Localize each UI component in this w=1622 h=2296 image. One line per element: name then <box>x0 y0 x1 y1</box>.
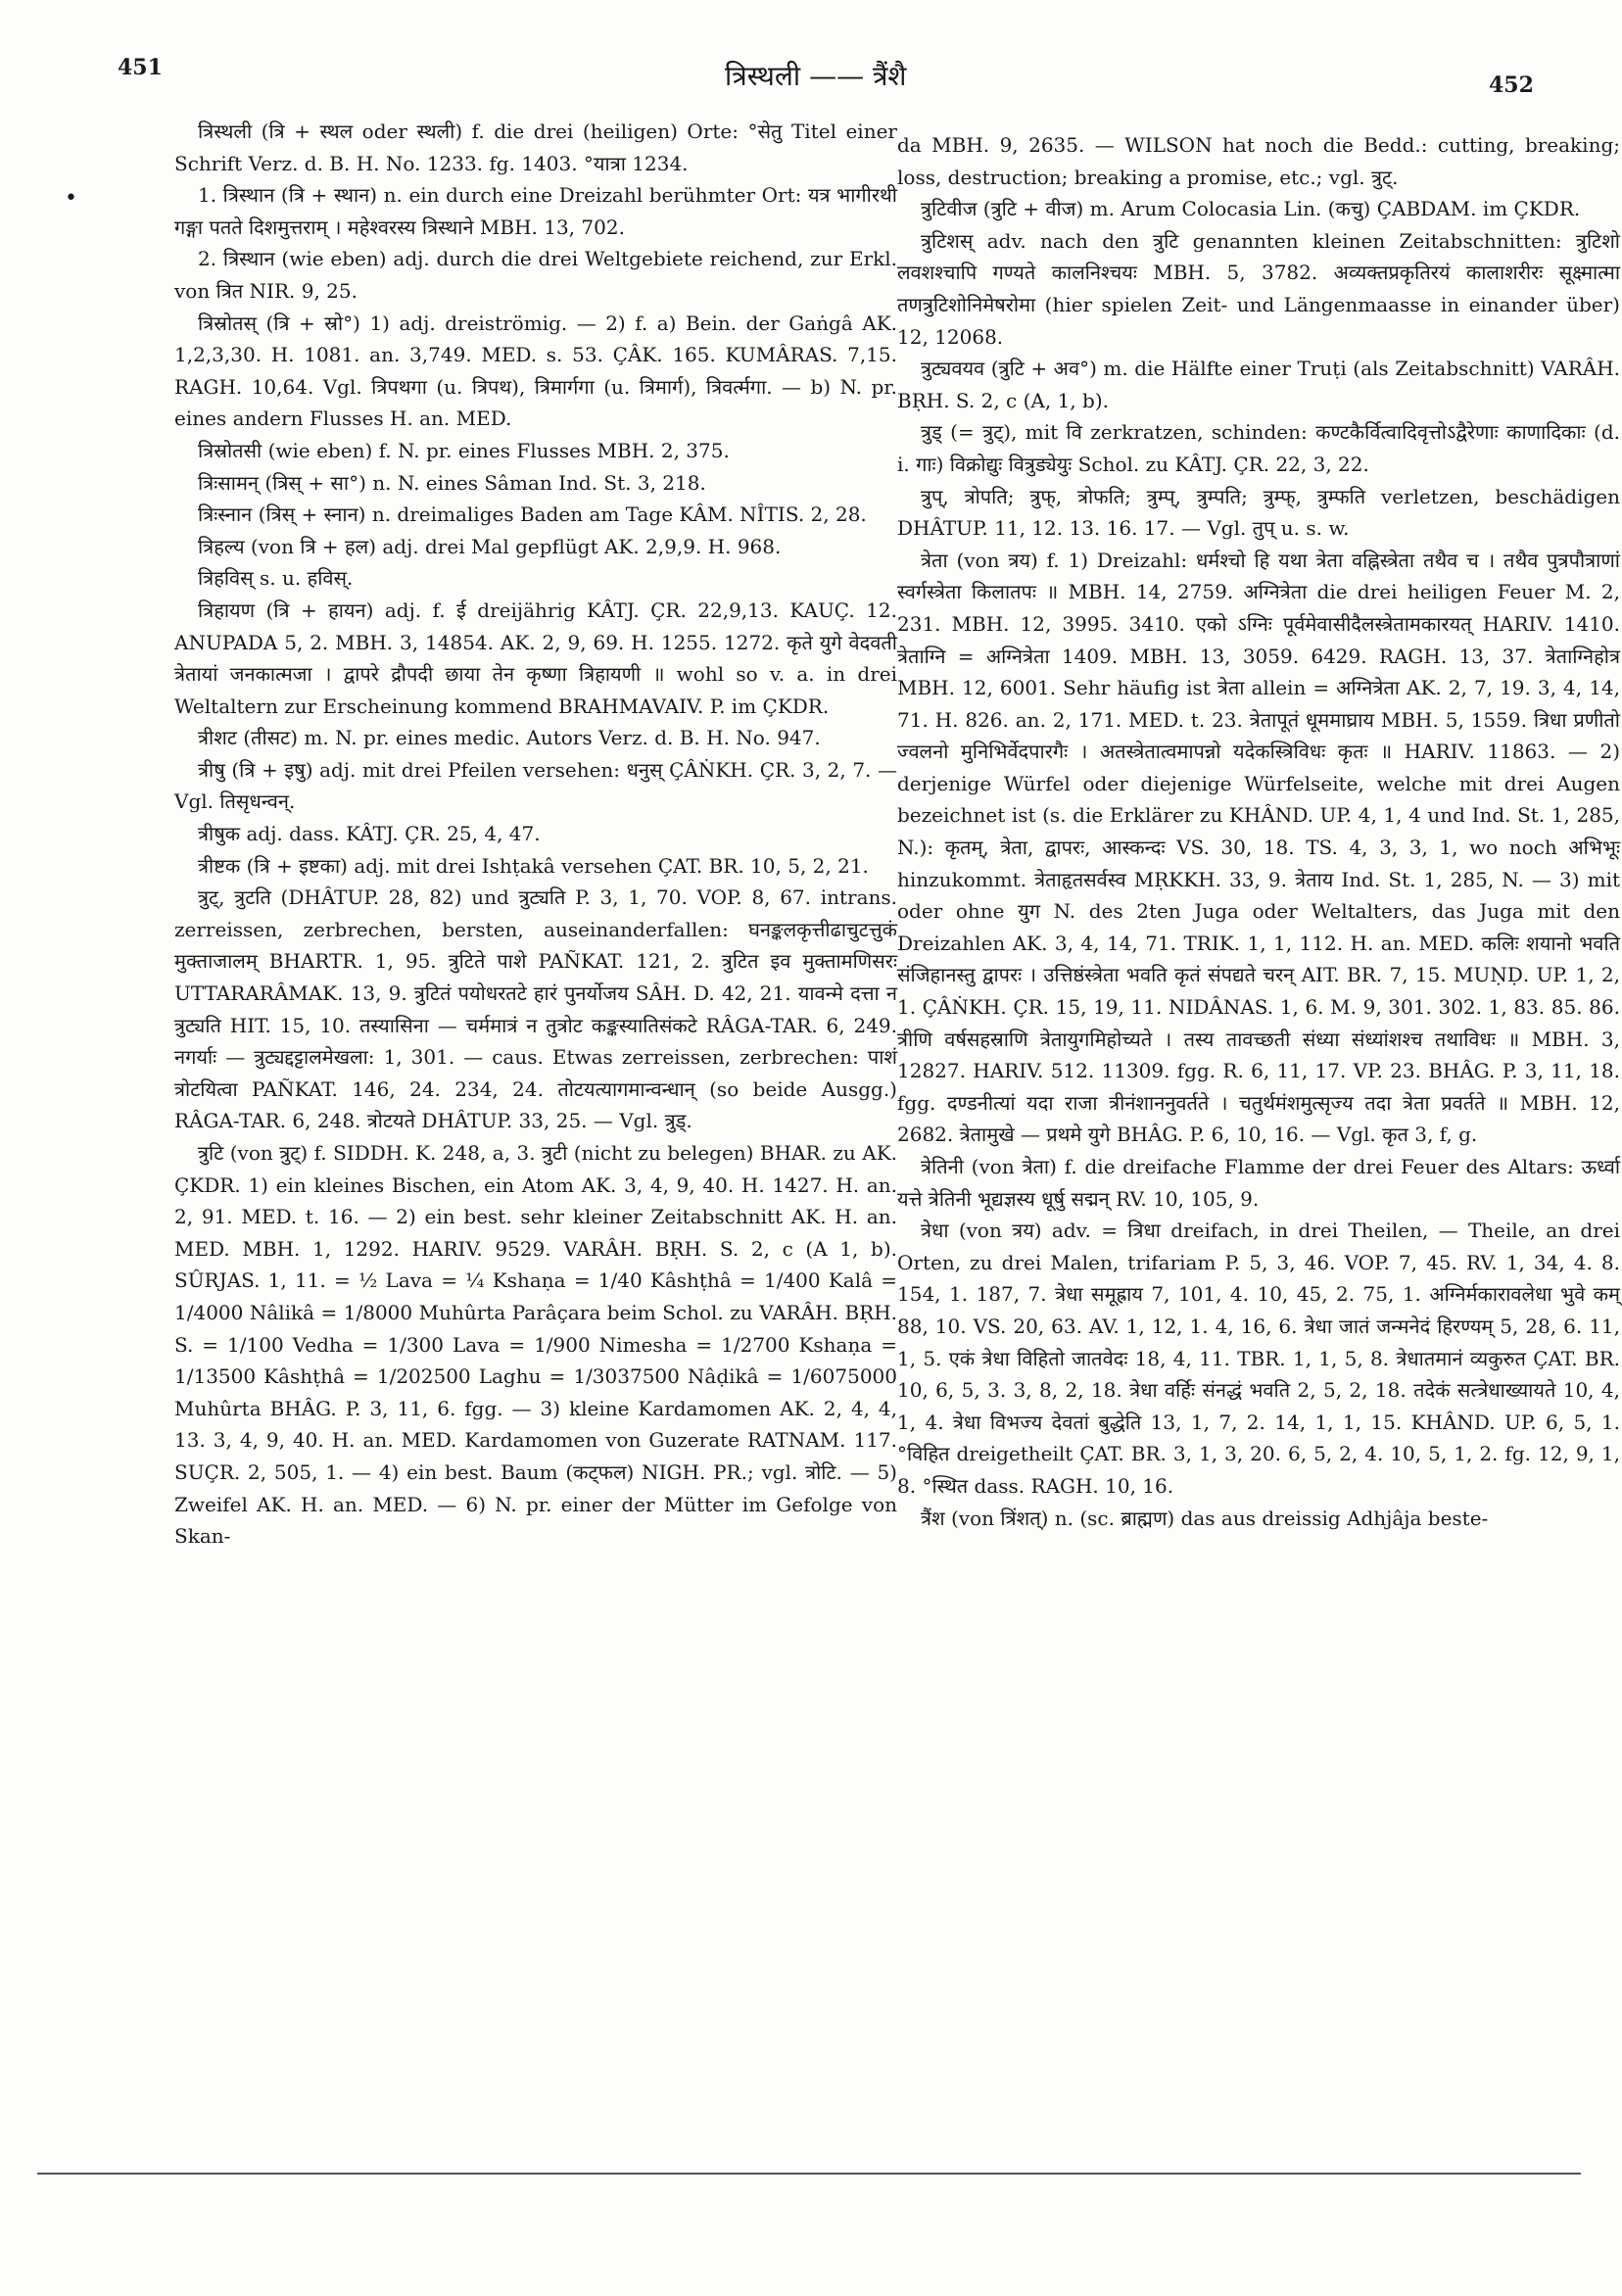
running-header: त्रिस्थली —— त्रैंशै <box>725 60 907 92</box>
margin-dot: • <box>65 186 77 211</box>
entry-trihsaman: त्रिःसामन् (त्रिस् + सा°) n. N. eines Sâman Ind. St. 3, 218. <box>198 470 706 495</box>
left-column <box>174 116 897 1553</box>
entry-trud: त्रुड् (= त्रुट्), mit वि zerkratzen, schinden: कण्टकैर्वित्वादिवृत्तोऽद्वैरेणाः काणादिकाः (d. i. गाः) विक्रोद्युः वित्रुड्येयुः Schol. zu KÂTJ. ÇR. 22, 3, 22. <box>897 420 1620 476</box>
entry-trihalya: त्रिहल्य (von त्रि + हल) adj. drei Mal gepflügt AK. 2,9,9. H. 968. <box>198 534 782 558</box>
entry-trihsnana: त्रिःस्नान (त्रिस् + स्नान) n. dreimaliges Baden am Tage KÂM. NÎTIS. 2, 28. <box>198 502 867 527</box>
entry-trishuka: त्रीषुक adj. dass. KÂTJ. ÇR. 25, 4, 47. <box>198 822 541 846</box>
page-number-left: 451 <box>118 55 163 80</box>
entry-tristhana-1: 1. त्रिस्थान (त्रि + स्थान) n. ein durch eine Dreizahl berühmter Ort: यत्र भागीरथी गङ्गा पतते दिशमुत्तराम् । महेश्वरस्य त्रिस्थाने MBH. 13, 702. <box>174 183 897 239</box>
entry-truti: त्रुटि (von त्रुट्) f. SIDDH. K. 248, a, 3. त्रुटी (nicht zu belegen) BHAR. zu AK. ÇKDR. 1) ein kleines Bischen, ein Atom AK. 3, 4, 9, 40. H. 1427. H. an. 2, 91. MED. t. 16. — 2) ein best. sehr kleiner Zeitabschnitt AK. H. an. MED. MBH. 1, 1292. HARIV. 9529. VARÂH. BṚH. S. 2, c (A 1, b). SÛRJAS. 1, 11. = ½ Lava = ¼ Kshaṇa = 1/40 Kâshṭhâ = 1/400 Kalâ = 1/4000 Nâlikâ = 1/8000 Muhûrta Parâçara beim Schol. zu VARÂH. BṚH. S. = 1/100 Vedha = 1/300 Lava = 1/900 Nimesha = 1/2700 Kshaṇa = 1/13500 Kâshṭhâ = 1/202500 Laghu = 1/3037500 Nâḍikâ = 1/6075000 Muhûrta BHÂG. P. 3, 11, 6. fgg. — 3) kleine Kardamomen AK. 2, 4, 4, 13. 3, 4, 9, 40. H. an. MED. Kardamomen von Guzerate RATNAM. 117. SUÇR. 2, 505, 1. — 4) ein best. Baum (कट्फल) NIGH. PR.; vgl. त्रोटि. — 5) Zweifel AK. H. an. MED. — 6) N. pr. einer der Mütter im Gefolge von Skan- <box>174 1141 897 1549</box>
entry-truti-continued: da MBH. 9, 2635. — WILSON hat noch die Bedd.: cutting, breaking; loss, destruction; breaking a promise, etc.; vgl. त्रुट्. <box>897 133 1620 189</box>
entry-trutyavayava: त्रुट्यवयव (त्रुटि + अव°) m. die Hälfte einer Truṭi (als Zeitabschnitt) VARÂH. BṚH. S. 2, c (A, 1, b). <box>897 357 1620 412</box>
entry-trup: त्रुप्, त्रोपति; त्रुफ्, त्रोफति; त्रुम्प्, त्रुम्पति; त्रुम्फ्, त्रुम्फति verletzen, beschädigen DHÂTUP. 11, 12. 13. 16. 17. — Vgl. तुप् u. s. w. <box>897 484 1620 541</box>
entry-trisata: त्रीशट (तीसट) m. N. pr. eines medic. Autors Verz. d. B. H. No. 947. <box>198 726 821 750</box>
entry-trishu: त्रीषु (त्रि + इषु) adj. mit drei Pfeilen versehen: धनुस् ÇÂṄKH. ÇR. 3, 2, 7. — Vgl. तिसृधन्वन्. <box>174 757 897 814</box>
right-column <box>897 129 1620 1534</box>
entry-trutivija: त्रुटिवीज (त्रुटि + वीज) m. Arum Colocasia Lin. (कचु) ÇABDAM. im ÇKDR. <box>921 197 1581 221</box>
entry-trihavis: त्रिहविस् s. u. हविस्. <box>198 566 354 591</box>
entry-tredha: त्रेधा (von त्रय) adv. = त्रिधा dreifach, in drei Theilen, — Theile, an drei Orten, zu drei Malen, trifariam P. 5, 3, 46. VOP. 7, 45. RV. 1, 34, 4. 8. 154, 1. 187, 7. त्रेधा समूह्राय 7, 101, 4. 10, 45, 2. 75, 1. अग्निर्मकारावलेधा भुवे कम् 88, 10. VS. 20, 63. AV. 1, 12, 1. 4, 16, 6. त्रेधा जातं जन्मनेदं हिरण्यम् 5, 28, 6. 11, 1, 5. एकं त्रेधा विहितो जातवेदः 18, 4, 11. TBR. 1, 1, 5, 8. त्रेधातमानं व्यकुरुत ÇAT. BR. 10, 6, 5, 3. 3, 8, 2, 18. त्रेधा वर्हिः संनद्धं भवति 2, 5, 2, 18. तदेकं सत्त्रेधाख्यायते 10, 4, 1, 4. त्रेधा विभज्य देवतां बुद्धेति 13, 1, 7, 2. 14, 1, 1, 15. KHÂND. UP. 6, 5, 1. °विहित dreigetheilt ÇAT. BR. 3, 1, 3, 20. 6, 5, 2, 4. 10, 5, 1, 2. fg. 12, 9, 1, 8. °स्थित dass. RAGH. 10, 16. <box>897 1219 1620 1498</box>
entry-tretini: त्रेतिनी (von त्रेता) f. die dreifache Flamme der drei Feuer des Altars: ऊर्ध्वा यत्ते त्रेतिनी भूद्यज्ञस्य धूर्षु सद्मन् RV. 10, 105, 9. <box>897 1155 1620 1211</box>
entry-trutisas: त्रुटिशस् adv. nach den त्रुटि genannten kleinen Zeitabschnitten: त्रुटिशो लवशश्चापि गण्यते कालनिश्चयः MBH. 5, 3782. अव्यक्तप्रकृतिरयं कालाशरीरः सूक्ष्मात्मा तणत्रुटिशोनिमेषरोमा (hier spielen Zeit- und Längenmaasse in einander über) 12, 12068. <box>897 228 1620 349</box>
entry-trut: त्रुट्, त्रुटति (DHÂTUP. 28, 82) und त्रुट्यति P. 3, 1, 70. VOP. 8, 67. intrans. zerreissen, zerbrechen, bersten, auseinanderfallen: घनङ्कलकृत्तीढाचुटत्तुकं मुक्ताजालम् BHARTR. 1, 95. त्रुटिते पाशे PAÑKAT. 121, 2. त्रुटित इव मुक्तामणिसरः UTTARARÂMAK. 13, 9. त्रुटितं पयोधरतटे हारं पुनर्योजय SÂH. D. 42, 21. यावन्मे दत्ता न त्रुट्यति HIT. 15, 10. तस्यासिना — चर्ममात्रं न तुत्रोट कङ्कस्यातिसंकटे RÂGA-TAR. 6, 249. नगर्याः — त्रुट्यद्दट्टालमेखला: 1, 301. — caus. Etwas zerreissen, zerbrechen: पाशं त्रोटयित्वा PAÑKAT. 146, 24. 234, 24. तोटयत्यागमान्वन्धान् (so beide Ausgg.) RÂGA-TAR. 6, 248. त्रोटयते DHÂTUP. 33, 25. — Vgl. त्रुड्. <box>174 885 897 1133</box>
entry-traimsa: त्रैंश (von त्रिंशत्) n. (sc. ब्राह्मण) das aus dreissig Adhjâja beste- <box>921 1506 1489 1530</box>
entry-trisrotasi: त्रिस्रोतसी (wie eben) f. N. pr. eines Flusses MBH. 2, 375. <box>198 438 730 462</box>
entry-tristhana-2: 2. त्रिस्थान (wie eben) adj. durch die drei Weltgebiete reichend, zur Erkl. von त्रित NIR. 9, 25. <box>174 247 897 303</box>
page-number-right: 452 <box>1489 72 1534 98</box>
entry-treta: त्रेता (von त्रय) f. 1) Dreizahl: धर्मश्चो हि यथा त्रेता वह्निस्त्रेता तथैव च । तथैव पुत्रपौत्राणां स्वर्गस्त्रेता किलातपः ॥ MBH. 14, 2759. अग्नित्रेता die drei heiligen Feuer M. 2, 231. MBH. 12, 3995. 3410. एको ऽग्निः पूर्वमेवासीदैलस्त्रेतामकारयत् HARIV. 1410. त्रेताग्नि = अग्नित्रेता 1409. MBH. 13, 3059. 6429. RAGH. 13, 37. त्रेताग्निहोत्र MBH. 12, 6001. Sehr häufig ist त्रेता allein = अग्नित्रेता AK. 2, 7, 19. 3, 4, 14, 71. H. 826. an. 2, 171. MED. t. 23. त्रेतापूतं धूममाघ्राय MBH. 5, 1559. त्रिधा प्रणीतो ज्वलनो मुनिभिर्वेदपारगैः । अतस्त्रेतात्वमापन्नो यदेकस्त्रिविधः कृतः ॥ HARIV. 11863. — 2) derjenige Würfel oder diejenige Würfelseite, welche mit drei Augen bezeichnet ist (s. die Erklärer zu KHÂND. UP. 4, 1, 4 und Ind. St. 1, 285, N.): कृतम्, त्रेता, द्वापरः, आस्कन्दः VS. 30, 18. TS. 4, 3, 3, 1, wo noch अभिभूः hinzukommt. त्रेताहृतसर्वस्व MṚKKH. 33, 9. त्रेताय Ind. St. 1, 285, N. — 3) mit oder ohne युग N. des 2ten Juga oder Weltalters, das Juga mit den Dreizahlen AK. 3, 4, 14, 71. TRIK. 1, 1, 112. H. an. MED. कलिः शयानो भवति संजिहानस्तु द्वापरः । उत्तिष्ठंस्त्रेता भवति कृतं संपद्यते चरन् AIT. BR. 7, 15. MUṆḌ. UP. 1, 2, 1. ÇÂṄKH. ÇR. 15, 19, 11. NIDÂNAS. 1, 6. M. 9, 301. 302. 1, 83. 85. 86. त्रीणि वर्षसहस्राणि त्रेतायुगमिहोच्यते । तस्य तावच्छती संध्या संध्यांशश्च तथाविधः ॥ MBH. 3, 12827. HARIV. 512. 11309. fgg. R. 6, 11, 17. VP. 23. BHÂG. P. 3, 11, 18. fgg. दण्डनीत्यां यदा राजा त्रीनंशाननुवर्तते । चतुर्थमंशमुत्सृज्य तदा त्रेता प्रवर्तते ॥ MBH. 12, 2682. त्रेतामुखे — प्रथमे युगे BHÂG. P. 6, 10, 16. — Vgl. कृत 3, f, g. <box>897 548 1620 1147</box>
footer-rule <box>37 2173 1581 2175</box>
entry-trihayana: त्रिहायण (त्रि + हायन) adj. f. ई dreijährig KÂTJ. ÇR. 22,9,13. KAUÇ. 12. ANUPADA 5, 2. MBH. 3, 14854. AK. 2, 9, 69. H. 1255. 1272. कृते युगे वेदवती त्रेतायां जनकात्मजा । द्वापरे द्रौपदी छाया तेन कृष्णा त्रिहायणी ॥ wohl so v. a. in drei Weltaltern zur Erscheinung kommend BRAHMAVAIV. P. im ÇKDR. <box>174 598 897 718</box>
entry-tristhali: त्रिस्थली (त्रि + स्थल oder स्थली) f. die drei (heiligen) Orte: °सेतु Titel einer Schrift Verz. d. B. H. No. 1233. fg. 1403. °यात्रा 1234. <box>174 120 897 175</box>
entry-tristaka: त्रीष्टक (त्रि + इष्टका) adj. mit drei Ishṭakâ versehen ÇAT. BR. 10, 5, 2, 21. <box>198 853 869 878</box>
entry-trisrotas: त्रिस्रोतस् (त्रि + स्रो°) 1) adj. dreiströmig. — 2) f. a) Bein. der Gaṅgâ AK. 1,2,3,30. H. 1081. an. 3,749. MED. s. 53. ÇÂK. 165. KUMÂRAS. 7,15. RAGH. 10,64. Vgl. त्रिपथगा (u. त्रिपथ), त्रिमार्गगा (u. त्रिमार्ग), त्रिवर्त्मगा. — b) N. pr. eines andern Flusses H. an. MED. <box>174 311 897 431</box>
